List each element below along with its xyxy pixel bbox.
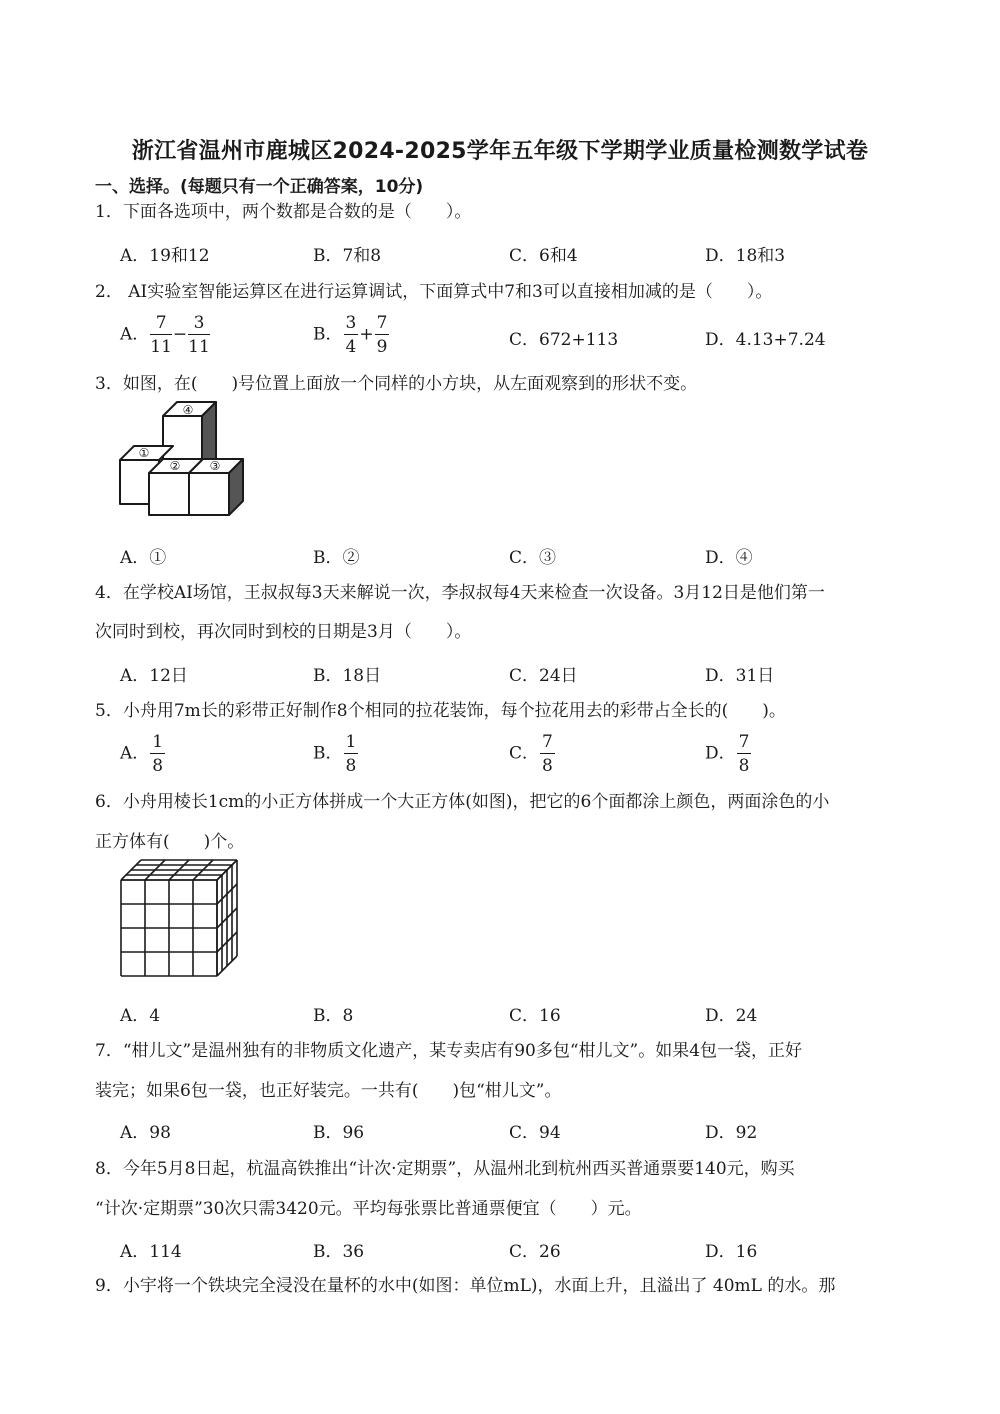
q7-option-b[interactable]: B．96 [313, 1123, 365, 1143]
q3-option-b[interactable]: B．② [313, 548, 360, 568]
operator: + [359, 324, 374, 345]
operator: − [172, 324, 188, 345]
q5-option-c[interactable] [509, 733, 556, 775]
q4-option-c[interactable]: C．24日 [509, 666, 578, 686]
q4-option-d[interactable]: D．31日 [705, 666, 775, 686]
q2-option-a-label: A． [120, 324, 150, 345]
q2-option-d[interactable]: D．4.13+7.24 [705, 330, 826, 350]
fraction: $\frac{7}{8}$ [738, 732, 750, 776]
q2-option-c[interactable]: C．672+113 [509, 330, 619, 350]
fraction: $\frac{7}{11}$ [150, 313, 172, 357]
question-6-line-1: 6．小舟用棱长1cm的小正方体拼成一个大正方体(如图)，把它的6个面都涂上颜色，两面涂色的小 [95, 792, 830, 812]
cube-label-1: ① [138, 446, 150, 460]
q4-option-b[interactable]: B．18日 [313, 666, 382, 686]
q2-option-b[interactable] [313, 314, 390, 356]
question-7-line-1: 7．“柑儿文”是温州独有的非物质文化遗产，某专卖店有90多包“柑儿文”。如果4包一袋，正好 [95, 1041, 803, 1061]
q1-option-b[interactable]: B．7和8 [313, 246, 382, 266]
q3-option-a[interactable]: A．① [120, 548, 167, 568]
q5-option-a-label: A． [120, 743, 150, 764]
question-4-line-2: 次同时到校，再次同时到校的日期是3月（ ）。 [95, 622, 472, 642]
cube-2-front [149, 473, 189, 515]
fraction: $\frac{3}{11}$ [188, 313, 210, 357]
q6-option-d[interactable]: D．24 [705, 1006, 758, 1026]
q5-option-d[interactable] [705, 733, 752, 775]
q7-option-a[interactable]: A．98 [120, 1123, 171, 1143]
q1-option-c[interactable]: C．6和4 [509, 246, 578, 266]
question-4-line-1: 4．在学校AI场馆，王叔叔每3天来解说一次，李叔叔每4天来检查一次设备。3月12日是他们第一 [95, 583, 825, 603]
q2-option-b-label: B． [313, 324, 343, 345]
q6-option-a[interactable]: A．4 [120, 1006, 161, 1026]
q8-option-a[interactable]: A．114 [120, 1242, 182, 1262]
cube-label-3: ③ [209, 459, 221, 473]
section-heading: 一、选择。(每题只有一个正确答案，10分) [95, 177, 424, 197]
fraction: $\frac{7}{9}$ [376, 313, 388, 357]
q6-option-b[interactable]: B．8 [313, 1006, 354, 1026]
fraction: $\frac{7}{8}$ [542, 732, 553, 776]
q1-option-d[interactable]: D．18和3 [705, 246, 786, 266]
q5-option-b-label: B． [313, 743, 343, 764]
fraction: $\frac{1}{8}$ [345, 732, 357, 776]
q8-option-c[interactable]: C．26 [509, 1242, 561, 1262]
question-8-line-1: 8．今年5月8日起，杭温高铁推出“计次·定期票”，从温州北到杭州西买普通票要140元，购买 [95, 1159, 795, 1179]
q8-option-d[interactable]: D．16 [705, 1242, 758, 1262]
q5-option-b[interactable] [313, 733, 359, 775]
q1-option-a[interactable]: A．19和12 [120, 246, 210, 266]
page-title: 浙江省温州市鹿城区2024-2025学年五年级下学期学业质量检测数学试卷 [131, 139, 869, 164]
large-cube-figure [115, 858, 250, 983]
q5-option-d-label: D． [705, 743, 736, 764]
q5-option-c-label: C． [509, 743, 540, 764]
fraction: $\frac{3}{4}$ [345, 313, 357, 357]
q2-option-a[interactable] [120, 314, 211, 356]
question-8-line-2: “计次·定期票”30次只需3420元。平均每张票比普通票便宜（ ）元。 [95, 1199, 642, 1219]
q7-option-d[interactable]: D．92 [705, 1123, 758, 1143]
cube-label-4: ④ [182, 403, 194, 417]
cube-3-front [189, 473, 229, 515]
q5-option-a[interactable] [120, 733, 166, 775]
question-1-text: 1．下面各选项中，两个数都是合数的是（ ）。 [95, 202, 472, 222]
question-9-line-1: 9．小宇将一个铁块完全浸没在量杯的水中(如图：单位mL)，水面上升，且溢出了 40mL 的水。那 [95, 1276, 836, 1296]
question-5-text: 5．小舟用7m长的彩带正好制作8个相同的拉花装饰，每个拉花用去的彩带占全长的( )。 [95, 701, 786, 721]
q4-option-a[interactable]: A．12日 [120, 666, 188, 686]
fraction: $\frac{1}{8}$ [152, 732, 164, 776]
q3-option-c[interactable]: C．③ [509, 548, 557, 568]
cube-label-2: ② [169, 459, 181, 473]
q8-option-b[interactable]: B．36 [313, 1242, 365, 1262]
question-7-line-2: 装完；如果6包一袋，也正好装完。一共有( )包“柑儿文”。 [95, 1081, 562, 1101]
question-6-line-2: 正方体有( )个。 [95, 832, 245, 852]
q3-option-d[interactable]: D．④ [705, 548, 753, 568]
question-2-text: 2． AI实验室智能运算区在进行运算调试，下面算式中7和3可以直接相加减的是（ ）。 [95, 282, 773, 302]
question-3-text: 3．如图，在( )号位置上面放一个同样的小方块，从左面观察到的形状不变。 [95, 374, 698, 394]
cube-stack-figure [115, 400, 255, 520]
q7-option-c[interactable]: C．94 [509, 1123, 561, 1143]
q6-option-c[interactable]: C．16 [509, 1006, 561, 1026]
